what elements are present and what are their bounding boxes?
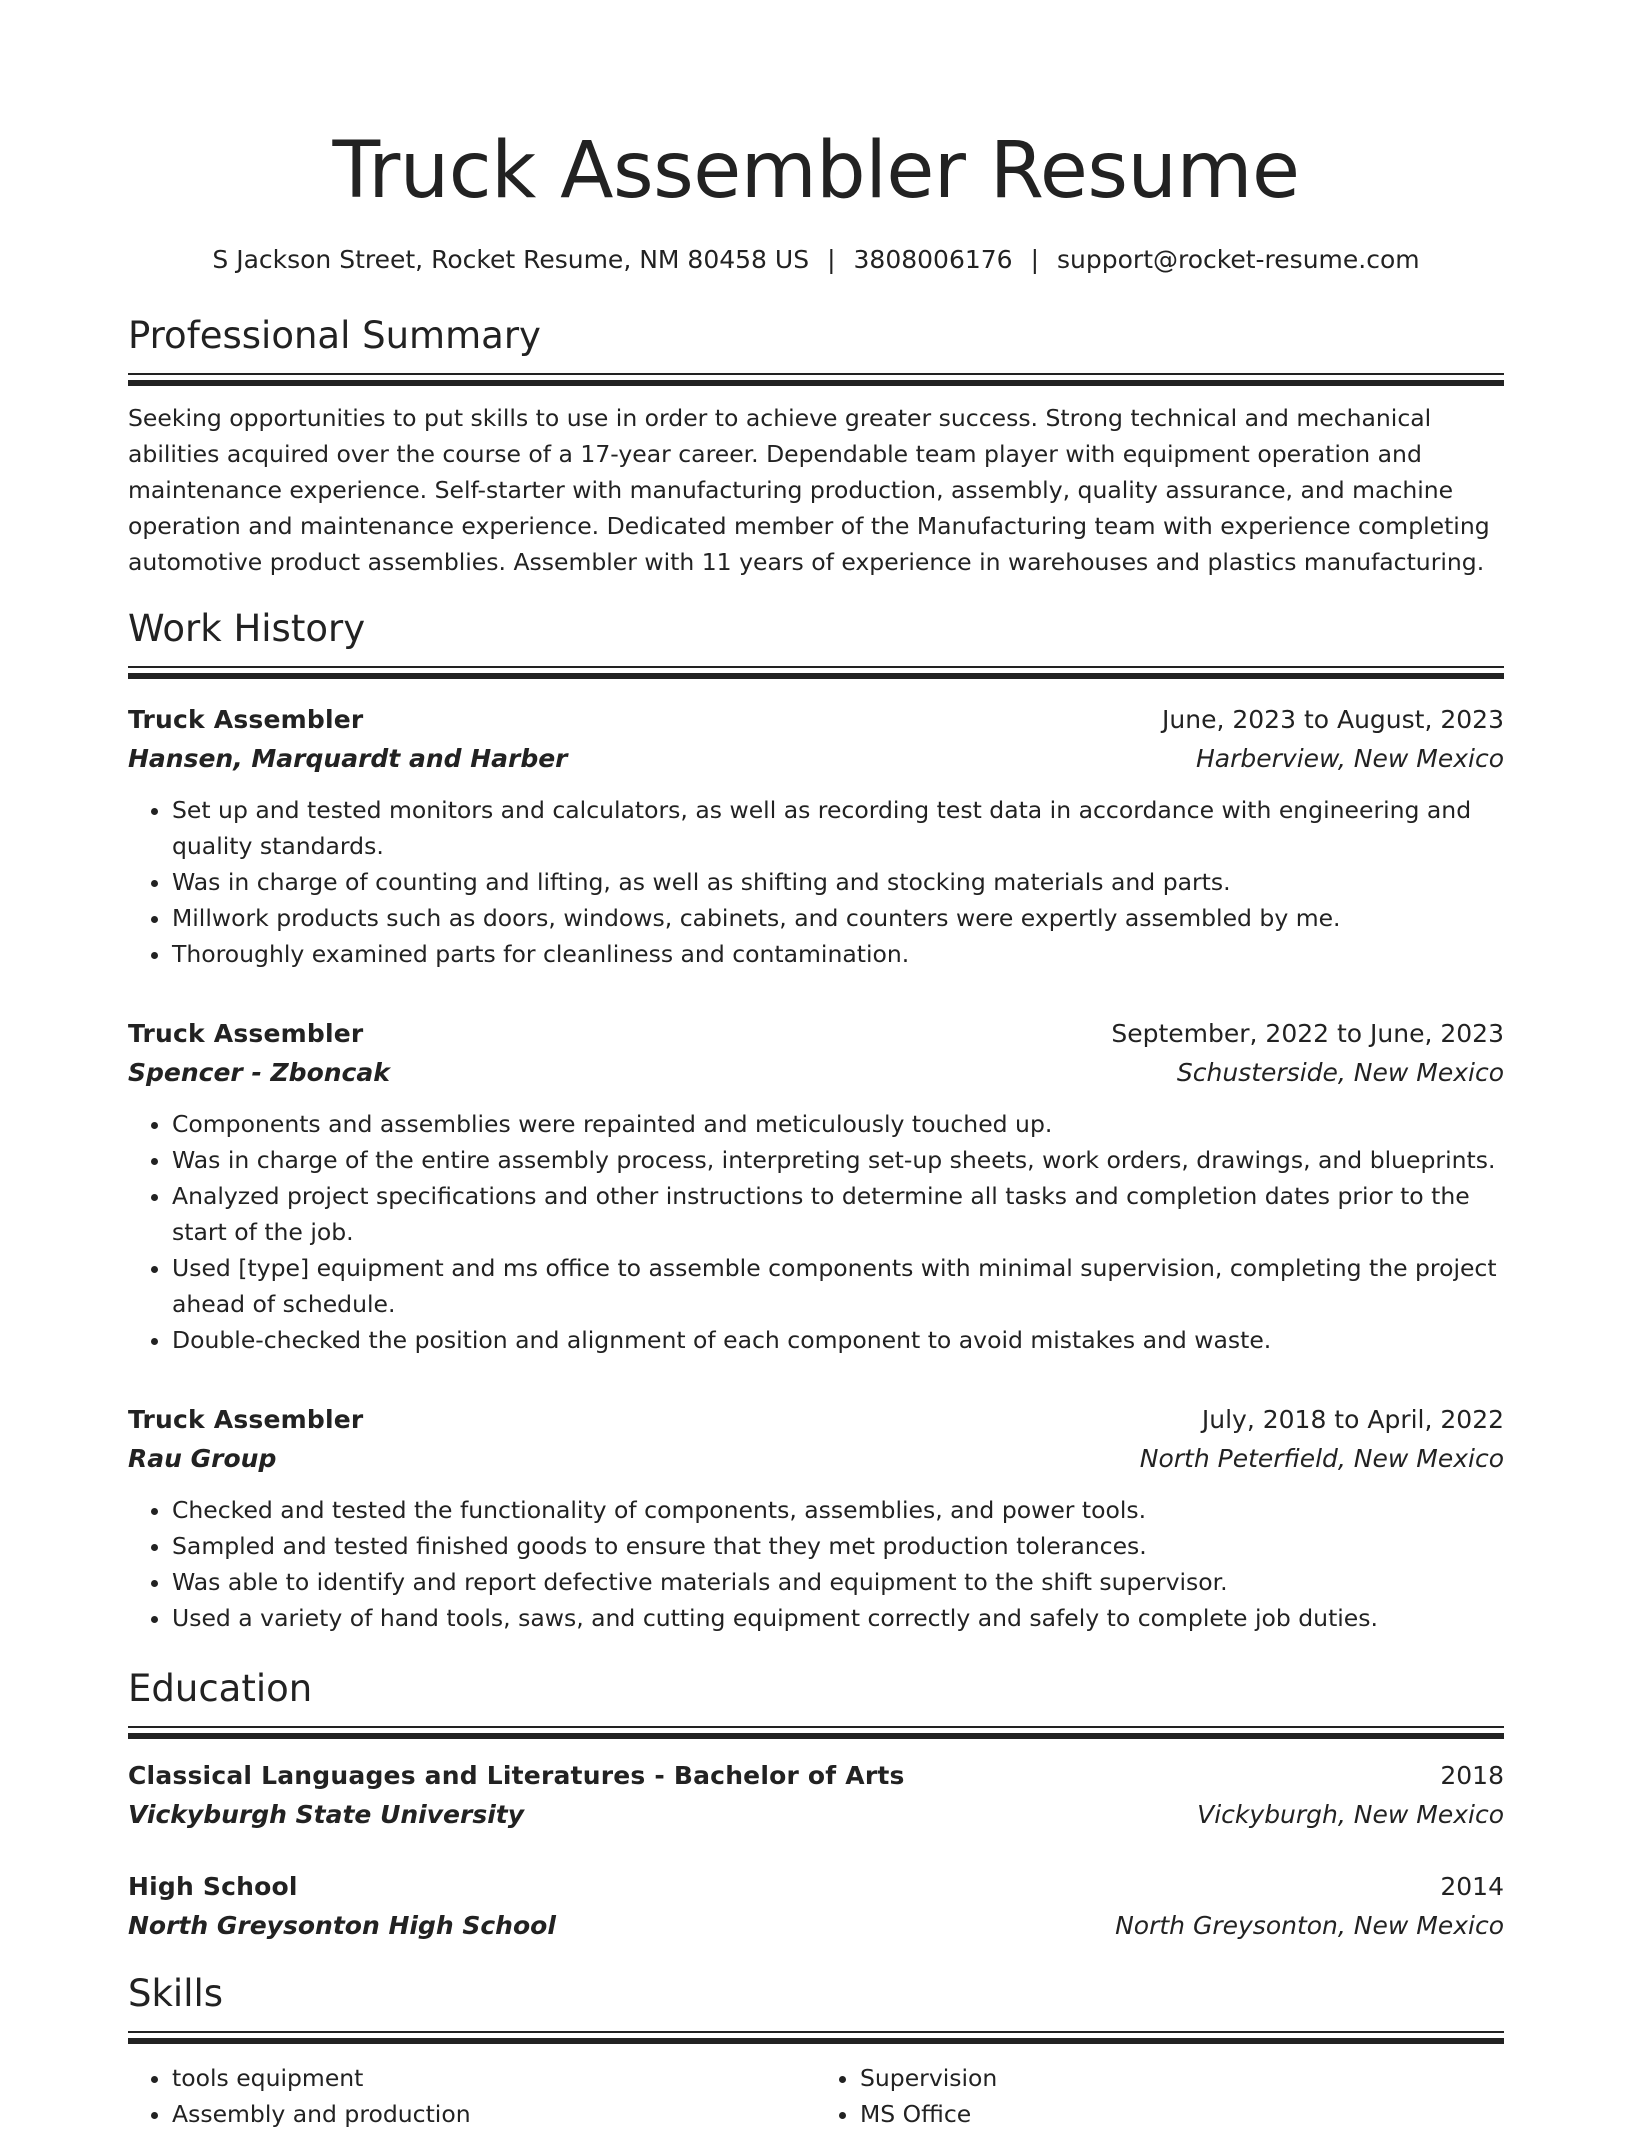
contact-separator: | xyxy=(827,245,836,274)
section-heading-education: Education xyxy=(128,1666,313,1710)
job-bullet: • Analyzed project specifications and other instructions to determine all tasks and completion dates prior to the start of the job. xyxy=(172,1178,1504,1250)
job-title: Truck Assembler xyxy=(128,1404,364,1434)
job-bullet-list xyxy=(128,792,1504,972)
job-location: North Peterfield, New Mexico xyxy=(1139,1443,1504,1473)
job-bullet: • Checked and tested the functionality of components, assemblies, and power tools. xyxy=(172,1492,1504,1528)
job-location: Harberview, New Mexico xyxy=(1196,743,1504,773)
section-divider xyxy=(128,666,1504,679)
skills-grid xyxy=(128,2060,1504,2132)
section-heading-work-history: Work History xyxy=(128,606,366,650)
job-entry xyxy=(128,1014,1504,1358)
summary-text: Seeking opportunities to put skills to use in order to achieve greater success. Strong technical and mechanical abilities acquired over the course of a 17-year career. Dependable team player with equipment operation and maintenance experience. Self-starter with manufacturing production, assembly, quality assurance, and machine operation and maintenance experience. Dedicated member of the Manufacturing team with experience completing automotive product assemblies. Assembler with 11 years of experience in warehouses and plastics manufacturing. xyxy=(128,404,1490,576)
job-bullet: • Used [type] equipment and ms office to assemble components with minimal supervision, completing the project ahead of schedule. xyxy=(172,1250,1504,1322)
job-bullet-list xyxy=(128,1492,1504,1636)
education-school: North Greysonton High School xyxy=(128,1910,556,1940)
job-bullet: • Was in charge of counting and lifting, as well as shifting and stocking materials and parts. xyxy=(172,864,1504,900)
job-bullet: • Was able to identify and report defective materials and equipment to the shift supervisor. xyxy=(172,1564,1504,1600)
contact-email: support@rocket-resume.com xyxy=(1057,245,1420,274)
summary-section xyxy=(128,311,1504,580)
education-degree: High School xyxy=(128,1871,298,1901)
job-bullet: • Set up and tested monitors and calculators, as well as recording test data in accordance with engineering and quality standards. xyxy=(172,792,1504,864)
job-title: Truck Assembler xyxy=(128,704,364,734)
job-bullet: • Was in charge of the entire assembly process, interpreting set-up sheets, work orders, drawings, and blueprints. xyxy=(172,1142,1504,1178)
job-location: Schusterside, New Mexico xyxy=(1176,1057,1504,1087)
job-bullet: • Sampled and tested finished goods to ensure that they met production tolerances. xyxy=(172,1528,1504,1564)
skills-list-left xyxy=(128,2060,816,2132)
education-year: 2018 xyxy=(1440,1760,1504,1790)
job-bullet: • Double-checked the position and alignment of each component to avoid mistakes and waste. xyxy=(172,1322,1504,1358)
job-dates: June, 2023 to August, 2023 xyxy=(1162,704,1504,734)
work-history-section xyxy=(128,604,1504,1636)
resume-title: Truck Assembler Resume xyxy=(332,126,1300,216)
contact-address: S Jackson Street, Rocket Resume, NM 80458 US xyxy=(212,245,810,274)
section-divider xyxy=(128,1726,1504,1739)
contact-phone: 3808006176 xyxy=(853,245,1013,274)
job-bullet: • Millwork products such as doors, windows, cabinets, and counters were expertly assembled by me. xyxy=(172,900,1504,936)
section-divider xyxy=(128,373,1504,386)
job-company: Hansen, Marquardt and Harber xyxy=(128,743,568,773)
skill-item: • Assembly and production xyxy=(172,2096,816,2132)
skills-list-right xyxy=(816,2060,1504,2132)
skills-section xyxy=(128,1969,1504,2132)
education-location: North Greysonton, New Mexico xyxy=(1115,1910,1504,1940)
education-year: 2014 xyxy=(1440,1871,1504,1901)
job-company: Rau Group xyxy=(128,1443,277,1473)
section-heading-skills: Skills xyxy=(128,1971,224,2015)
job-company: Spencer - Zboncak xyxy=(128,1057,390,1087)
education-section xyxy=(128,1664,1504,1945)
job-bullet: • Thoroughly examined parts for cleanliness and contamination. xyxy=(172,936,1504,972)
contact-line xyxy=(128,242,1504,278)
section-divider xyxy=(128,2031,1504,2044)
education-school: Vickyburgh State University xyxy=(128,1799,525,1829)
skill-item: • tools equipment xyxy=(172,2060,816,2096)
job-dates: September, 2022 to June, 2023 xyxy=(1111,1018,1504,1048)
section-heading-summary: Professional Summary xyxy=(128,314,541,357)
skill-item: • MS Office xyxy=(860,2096,1504,2132)
job-dates: July, 2018 to April, 2022 xyxy=(1201,1404,1504,1434)
job-bullet: • Components and assemblies were repainted and meticulously touched up. xyxy=(172,1106,1504,1142)
education-location: Vickyburgh, New Mexico xyxy=(1197,1799,1504,1829)
job-bullet: • Used a variety of hand tools, saws, and cutting equipment correctly and safely to complete job duties. xyxy=(172,1600,1504,1636)
job-title: Truck Assembler xyxy=(128,1018,364,1048)
education-entry xyxy=(128,1867,1504,1945)
education-degree: Classical Languages and Literatures - Bachelor of Arts xyxy=(128,1760,905,1790)
job-bullet-list xyxy=(128,1106,1504,1358)
skill-item: • Supervision xyxy=(860,2060,1504,2096)
job-entry xyxy=(128,700,1504,972)
education-entry xyxy=(128,1756,1504,1834)
job-entry xyxy=(128,1400,1504,1636)
resume-page xyxy=(128,0,1504,2132)
contact-separator: | xyxy=(1030,245,1040,274)
